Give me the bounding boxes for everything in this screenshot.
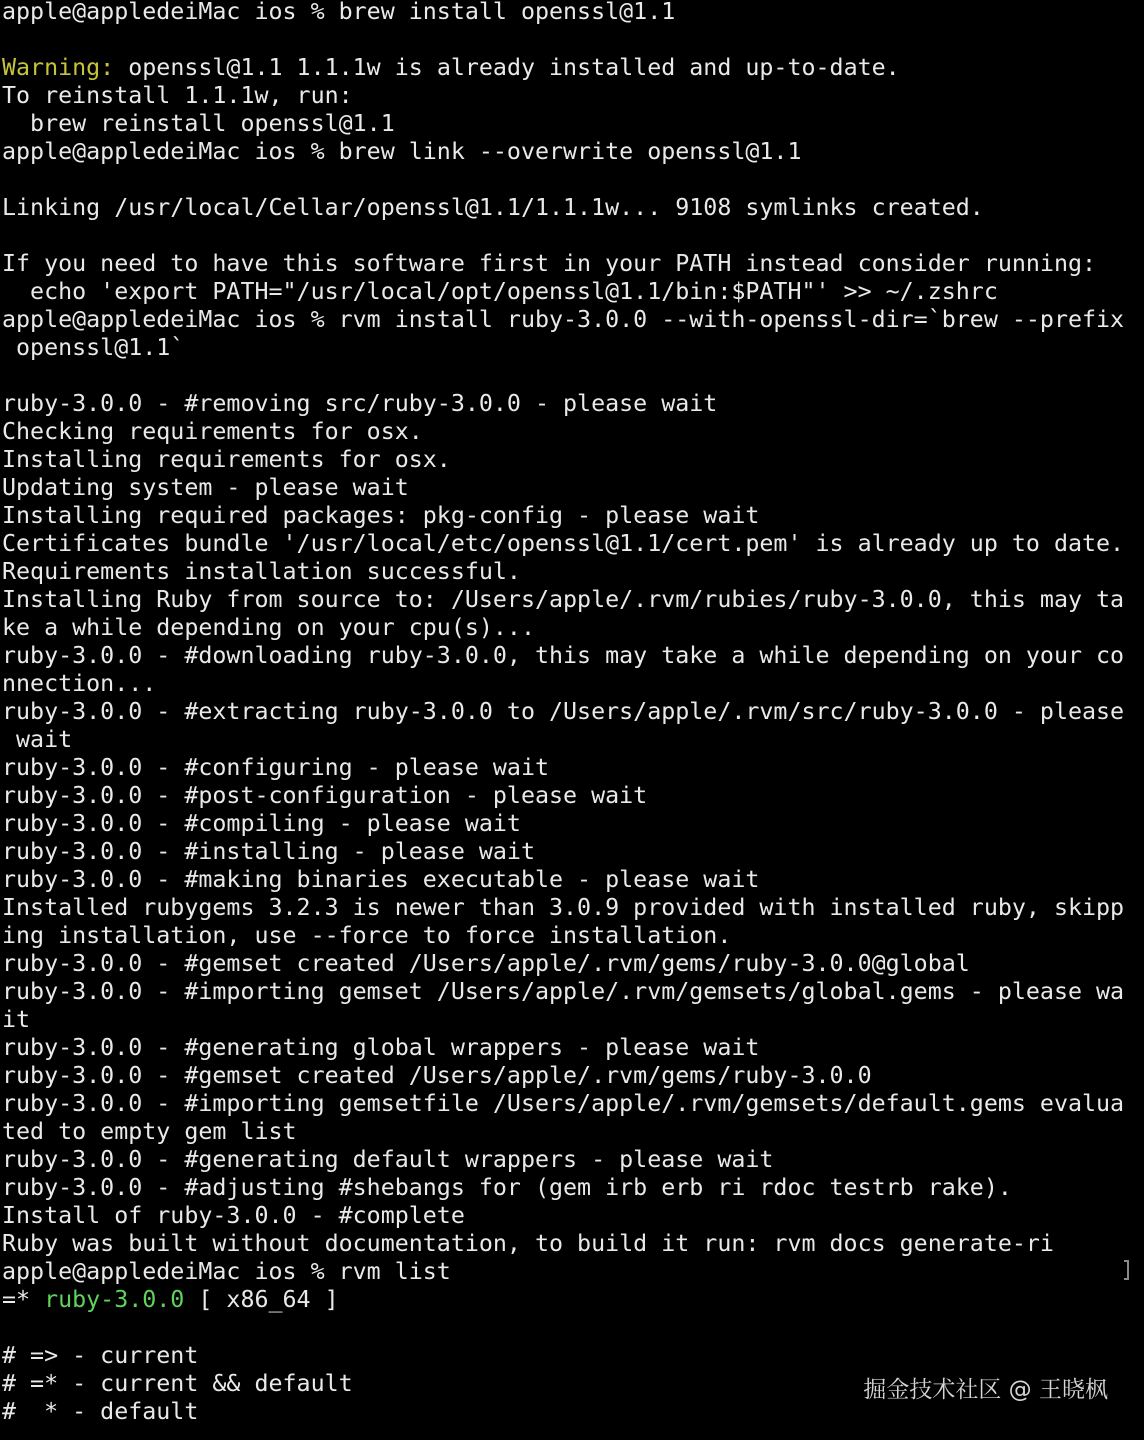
terminal-line: apple@appledeiMac ios % brew install openssl@1.1 <box>2 0 676 25</box>
terminal-line: ruby-3.0.0 - #adjusting #shebangs for (gem irb erb ri rdoc testrb rake). <box>2 1174 1012 1201</box>
terminal-line: # => - current <box>2 1342 199 1369</box>
terminal-line: ruby-3.0.0 - #importing gemset /Users/apple/.rvm/gemsets/global.gems - please wa <box>2 978 1125 1005</box>
terminal-line: Updating system - please wait <box>2 474 409 501</box>
terminal-line: ruby-3.0.0 - #gemset created /Users/apple/.rvm/gems/ruby-3.0.0@global <box>2 950 970 977</box>
terminal-line: ruby-3.0.0 - #configuring - please wait <box>2 754 550 781</box>
terminal-line: apple@appledeiMac ios % rvm list <box>2 1258 451 1285</box>
terminal-line: Installed rubygems 3.2.3 is newer than 3.0.9 provided with installed ruby, skipp <box>2 894 1125 921</box>
terminal-line: ruby-3.0.0 - #importing gemsetfile /Users/apple/.rvm/gemsets/default.gems evalua <box>2 1090 1125 1117</box>
terminal-line: Installing Ruby from source to: /Users/apple/.rvm/rubies/ruby-3.0.0, this may ta <box>2 586 1125 613</box>
terminal-line: Ruby was built without documentation, to build it run: rvm docs generate-ri <box>2 1230 1054 1257</box>
terminal-line <box>2 54 900 82</box>
terminal-line: ke a while depending on your cpu(s)... <box>2 614 535 641</box>
terminal-output[interactable] <box>2 0 1132 1440</box>
terminal-line: ruby-3.0.0 - #generating default wrappers - please wait <box>2 1146 774 1173</box>
terminal-line: Checking requirements for osx. <box>2 418 423 445</box>
terminal-line: ruby-3.0.0 - #making binaries executable - please wait <box>2 866 760 893</box>
terminal-line: openssl@1.1` <box>2 334 185 361</box>
terminal-line: brew reinstall openssl@1.1 <box>2 110 395 137</box>
terminal-line: it <box>2 1006 31 1033</box>
terminal-line: Linking /usr/local/Cellar/openssl@1.1/1.1.1w... 9108 symlinks created. <box>2 194 984 221</box>
terminal-line: Requirements installation successful. <box>2 558 521 585</box>
terminal-line: Install of ruby-3.0.0 - #complete <box>2 1202 465 1229</box>
terminal-line: ruby-3.0.0 - #downloading ruby-3.0.0, this may take a while depending on your co <box>2 642 1125 669</box>
watermark: 掘金技术社区 @ 王晓枫 <box>863 1377 1108 1403</box>
terminal-line: If you need to have this software first in your PATH instead consider running: <box>2 250 1097 277</box>
terminal-line: Installing requirements for osx. <box>2 446 451 473</box>
terminal-line: wait <box>2 726 73 753</box>
terminal-line: ruby-3.0.0 - #gemset created /Users/apple/.rvm/gems/ruby-3.0.0 <box>2 1062 872 1089</box>
terminal-line: ruby-3.0.0 - #installing - please wait <box>2 838 535 865</box>
terminal-line: # =* - current && default <box>2 1370 353 1397</box>
terminal-line: nnection... <box>2 670 157 697</box>
terminal-line: ted to empty gem list <box>2 1118 297 1145</box>
terminal-line: echo 'export PATH="/usr/local/opt/openssl@1.1/bin:$PATH"' >> ~/.zshrc <box>2 278 998 305</box>
terminal-line: apple@appledeiMac ios % rvm install ruby-3.0.0 --with-openssl-dir=`brew --prefix <box>2 306 1125 333</box>
terminal-line: ruby-3.0.0 - #compiling - please wait <box>2 810 521 837</box>
scroll-marker <box>1121 1260 1129 1282</box>
terminal-line: To reinstall 1.1.1w, run: <box>2 82 353 109</box>
terminal-line: # * - default <box>2 1398 199 1425</box>
terminal-line: Certificates bundle '/usr/local/etc/openssl@1.1/cert.pem' is already up to date. <box>2 530 1125 557</box>
terminal-line: ing installation, use --force to force installation. <box>2 922 732 949</box>
terminal-line: ruby-3.0.0 - #generating global wrappers - please wait <box>2 1034 760 1061</box>
terminal-line <box>2 1286 339 1314</box>
terminal-line: ruby-3.0.0 - #post-configuration - please wait <box>2 782 648 809</box>
terminal-line: ruby-3.0.0 - #removing src/ruby-3.0.0 - please wait <box>2 390 718 417</box>
warning-message: openssl@1.1 1.1.1w is already installed and up-to-date. <box>114 54 900 81</box>
ruby-arch: [ x86_64 ] <box>184 1286 339 1313</box>
warning-label: Warning: <box>2 54 115 81</box>
terminal-line: apple@appledeiMac ios % brew link --overwrite openssl@1.1 <box>2 138 802 165</box>
terminal-line: Installing required packages: pkg-config - please wait <box>2 502 760 529</box>
rvm-default-marker: =* <box>2 1286 45 1313</box>
terminal-line: ruby-3.0.0 - #extracting ruby-3.0.0 to /Users/apple/.rvm/src/ruby-3.0.0 - please <box>2 698 1125 725</box>
current-ruby-version: ruby-3.0.0 <box>44 1286 185 1313</box>
